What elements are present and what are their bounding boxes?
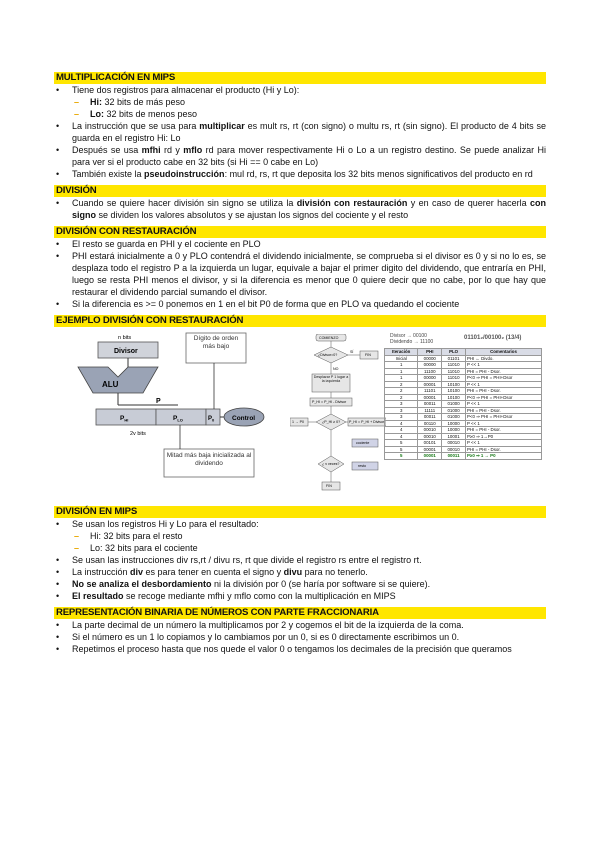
table-cell: 00101	[418, 440, 442, 447]
check-divisor-label: ¿Divisor=0?	[318, 353, 338, 357]
division-mips-list	[54, 518, 546, 602]
item-text: También existe la	[72, 169, 145, 179]
alu-label: ALU	[102, 380, 119, 389]
plo-label: P	[173, 415, 178, 422]
table-header-cell: PLO	[442, 349, 466, 356]
section-header-binaria: REPRESENTACIÓN BINARIA DE NÚMEROS CON PARTE FRACCIONARIA	[54, 607, 546, 619]
table-cell: 00000	[418, 362, 442, 369]
table-cell: P << 1	[465, 401, 541, 408]
division-steps-table	[384, 333, 544, 501]
item-bold: mflo	[183, 145, 203, 155]
no-label: NO	[333, 367, 339, 371]
table-cell: 00010	[442, 440, 466, 447]
table-cell: 00000	[418, 375, 442, 382]
binaria-list	[54, 619, 546, 655]
svg-text:P0	[208, 416, 215, 423]
p0-sub: 0	[212, 417, 215, 423]
table-cell: PHI = PHI - Dsor.	[465, 427, 541, 434]
division-example-figure	[54, 331, 546, 501]
lo-label: Lo:	[90, 109, 104, 119]
desplazar-label: Desplazar P 1 lugar a la izquierda	[313, 375, 349, 384]
mitad-callout-text: Mitad más baja inicializada al dividendo	[166, 452, 252, 467]
division-flowchart	[290, 334, 386, 496]
table-cell: 5	[385, 453, 418, 460]
si-label: SÍ	[350, 350, 354, 354]
table-cell: PHI ← Divdo.	[465, 355, 541, 362]
table-cell: P≥0 ⇒ 1 → P0	[465, 453, 541, 460]
table-cell: 00010	[442, 446, 466, 453]
table-header-cell: Iteración	[385, 349, 418, 356]
item-bold: pseudoinstrucción	[144, 169, 225, 179]
table-cell: P≥0 ⇒ 1→P0	[465, 433, 541, 440]
list-item	[54, 120, 546, 144]
resto-label: resto	[358, 464, 366, 468]
table-cell: P<0 ⇒ PHI = PHI+Dsor	[465, 375, 541, 382]
table-cell: 11101	[418, 388, 442, 395]
list-item: • Se usan las instrucciones div rs,rt / divu rs, rt que divide el registro rs entre el registro rt.	[54, 554, 546, 566]
desplazar-label-wrap	[312, 375, 350, 392]
item-text: La instrucción que se usa para	[72, 121, 200, 131]
table-cell: 11111	[418, 407, 442, 414]
fin2-label: FIN	[326, 484, 332, 488]
table-header-cell: PHI	[418, 349, 442, 356]
item-text: ni la división por 0 (se haría por software si se quiere).	[211, 579, 431, 589]
multiplicacion-list	[54, 84, 546, 180]
table-cell: 00010	[418, 433, 442, 440]
item-bold: div	[130, 567, 144, 577]
section-header-division-mips: DIVISIÓN EN MIPS	[54, 506, 546, 518]
table-cell: 5	[385, 440, 418, 447]
table-cell: 1	[385, 375, 418, 382]
item-bold: divu	[283, 567, 303, 577]
veces-label: ¿ v veces?	[322, 462, 340, 466]
section-header-ejemplo: EJEMPLO DIVISIÓN CON RESTAURACIÓN	[54, 315, 546, 327]
table-cell: Inicial	[385, 355, 418, 362]
restauracion-list	[54, 238, 546, 310]
cociente-label: cociente	[356, 441, 370, 445]
list-item	[54, 168, 546, 180]
item-text: : mul rd, rs, rt que deposita los 32 bits menos significativos del producto en rd	[224, 169, 533, 179]
table-cell: 4	[385, 420, 418, 427]
table-cell: 00001	[418, 381, 442, 388]
list-item: • Si la diferencia es >= 0 ponemos en 1 en el bit P0 de forma que en PLO va quedando el cociente	[54, 298, 546, 310]
cond-label: ¿P_HI ≥ 0?	[322, 420, 341, 424]
list-item	[54, 590, 546, 602]
table-cell: 00001	[418, 453, 442, 460]
table-cell: 00010	[418, 427, 442, 434]
item-text: rd y	[160, 145, 184, 155]
p0-label: P	[208, 416, 213, 422]
table-cell: 11010	[442, 375, 466, 382]
sub-item-lo	[54, 108, 546, 120]
table-cell: 11100	[418, 368, 442, 375]
list-item: • PHI estará inicialmente a 0 y PLO contendrá el dividendo inicialmente, se comprueba si el divisor es 0 y si no lo es, se desplaza todo el registro P a la izquierda un lugar, equivale a bajar el primer digito del dividendo, que entraría en PHI, luego se resta PHI menos el divisor, y si la diferencia es menor que 0 quiere decir que no cabe, por lo que hay que restaurar el dividendo parcial sumando el divisor.	[54, 250, 546, 298]
divisor-line: Divisor → 00100	[390, 333, 427, 339]
suma-label: P_HI = P_HI + Divisor	[349, 420, 385, 424]
list-item	[54, 197, 546, 221]
item-bold: multiplicar	[199, 121, 245, 131]
item-text: Cuando se quiere hacer división sin signo se utiliza la	[72, 198, 297, 208]
table-cell: P << 1	[465, 381, 541, 388]
sub-item: – Lo: 32 bits para el cociente	[54, 542, 546, 554]
item-bold: con signo	[72, 198, 547, 220]
dividend-line: Dividendo → 11100	[390, 339, 434, 345]
set-p0-label: 1 → P0	[292, 420, 304, 424]
table-cell: PHI = PHI - Dsor.	[465, 368, 541, 375]
table-cell: 10100	[442, 388, 466, 395]
section-header-division: DIVISIÓN	[54, 185, 546, 197]
table-cell: 1	[385, 368, 418, 375]
sub-item: – Hi: 32 bits para el resto	[54, 530, 546, 542]
item-bold: mfhi	[141, 145, 161, 155]
item-bold: El resultado	[72, 591, 124, 601]
table-cell: 4	[385, 433, 418, 440]
sub-item-hi	[54, 96, 546, 108]
table-header-area	[384, 333, 544, 348]
table-row	[385, 453, 542, 460]
list-item	[54, 578, 546, 590]
plo-sub: LO	[177, 417, 183, 423]
table-cell: 10100	[442, 394, 466, 401]
item-text: y en caso de querer hacerla	[407, 198, 530, 208]
division-list	[54, 197, 546, 221]
digito-callout-text-wrap	[187, 335, 245, 363]
table-cell: PHI = PHI - Dsor.	[465, 446, 541, 453]
table-cell: 00000	[418, 355, 442, 362]
list-item: • Repetimos el proceso hasta que nos quede el valor 0 o tengamos los decimales de la precisión que queramos	[54, 643, 546, 655]
table-cell: 1	[385, 362, 418, 369]
table-cell: PHI = PHI - Dsor.	[465, 388, 541, 395]
section-header-restauracion: DIVISIÓN CON RESTAURACIÓN	[54, 226, 546, 238]
table-cell: P << 1	[465, 420, 541, 427]
item-text: rd para mover respectivamente Hi o Lo a un registro destino. Se puede analizar Hi para ver si el producto cabe en 32 bits (si Hi == 0 cabe en Lo)	[72, 145, 546, 167]
divider-hardware-diagram	[68, 331, 268, 496]
list-item	[54, 84, 546, 96]
table-cell: 2	[385, 388, 418, 395]
table-cell: 4	[385, 427, 418, 434]
table-cell: 10100	[442, 381, 466, 388]
item-text: es mult rs, rt (con signo) o multu rs, rt (sin signo). El producto de 4 bits se guarda en el registro Hi: Lo	[72, 121, 547, 143]
comienzo-label: COMIENZO	[319, 336, 339, 340]
table-cell: P<0 ⇒ PHI = PHI+Dsor	[465, 394, 541, 401]
item-text: es para tener en cuenta el signo y	[143, 567, 284, 577]
table-cell: 11010	[442, 362, 466, 369]
hi-text: 32 bits de más peso	[102, 97, 186, 107]
list-item	[54, 144, 546, 168]
steps-table	[384, 348, 542, 460]
table-cell: P << 1	[465, 440, 541, 447]
table-cell: 00001	[418, 446, 442, 453]
mitad-callout-text-wrap	[165, 452, 253, 476]
table-cell: 00001	[418, 394, 442, 401]
lo-text: 32 bits de menos peso	[104, 109, 198, 119]
table-body	[385, 355, 542, 459]
list-item: • Si el número es un 1 lo copiamos y lo cambiamos por un 0, si es 0 directamente escribimos un 0.	[54, 631, 546, 643]
table-cell: 3	[385, 414, 418, 421]
table-cell: 00011	[442, 453, 466, 460]
table-cell: 2	[385, 394, 418, 401]
table-cell: 01101	[442, 355, 466, 362]
table-cell: 5	[385, 446, 418, 453]
table-cell: 10001	[442, 433, 466, 440]
table-cell: 10000	[442, 427, 466, 434]
table-cell: 01000	[442, 407, 466, 414]
digito-callout-text: Dígito de orden más bajo	[193, 335, 239, 350]
list-item: • El resto se guarda en PHI y el cociente en PLO	[54, 238, 546, 250]
table-cell: 11010	[442, 368, 466, 375]
table-header-cell: Comentarios	[465, 349, 541, 356]
table-cell: 01000	[442, 401, 466, 408]
item-text: para no tenerlo.	[302, 567, 368, 577]
table-cell: 10000	[442, 420, 466, 427]
phi-label: P	[120, 415, 125, 422]
table-cell: 3	[385, 407, 418, 414]
table-cell: P<0 ⇒ PHI = PHI+Dsor	[465, 414, 541, 421]
table-cell: 00011	[418, 401, 442, 408]
item-text: La instrucción	[72, 567, 131, 577]
item-text: se dividen los valores absolutos y se ajustan los signos del cociente y el resto	[96, 210, 409, 220]
document-page	[54, 72, 546, 655]
operation-label: 01101₂/00100₂ (13/4)	[464, 335, 522, 341]
twovbits-label: 2v bits	[130, 431, 146, 437]
resta-label: P_HI = P_HI - Divisor	[312, 400, 347, 404]
p-label: P	[156, 398, 161, 405]
table-cell: P << 1	[465, 362, 541, 369]
item-text: Después se usa	[72, 145, 142, 155]
table-cell: 00110	[418, 420, 442, 427]
table-cell: 00011	[418, 414, 442, 421]
table-cell: 2	[385, 381, 418, 388]
list-item: • La parte decimal de un número la multiplicamos por 2 y cogemos el bit de la izquierda de la coma.	[54, 619, 546, 631]
nbits-label: n bits	[118, 335, 132, 341]
fin-label: FIN	[365, 353, 371, 357]
table-cell: 3	[385, 401, 418, 408]
item-text: se recoge mediante mfhi y mflo como con la multiplicación en MIPS	[123, 591, 396, 601]
phi-sub: HI	[124, 417, 129, 423]
list-item	[54, 566, 546, 578]
item-bold: división con restauración	[296, 198, 408, 208]
item-bold: No se analiza el desbordamiento	[72, 579, 212, 589]
divisor-label: Divisor	[114, 348, 138, 355]
section-header-multiplicacion: MULTIPLICACIÓN EN MIPS	[54, 72, 546, 84]
item-text: Tiene dos registros para almacenar el producto (Hi y Lo):	[72, 85, 300, 95]
table-cell: 01000	[442, 414, 466, 421]
list-item: • Se usan los registros Hi y Lo para el resultado:	[54, 518, 546, 530]
hi-label: Hi:	[90, 97, 102, 107]
table-cell: PHI = PHI - Dsor.	[465, 407, 541, 414]
control-label: Control	[232, 415, 256, 422]
